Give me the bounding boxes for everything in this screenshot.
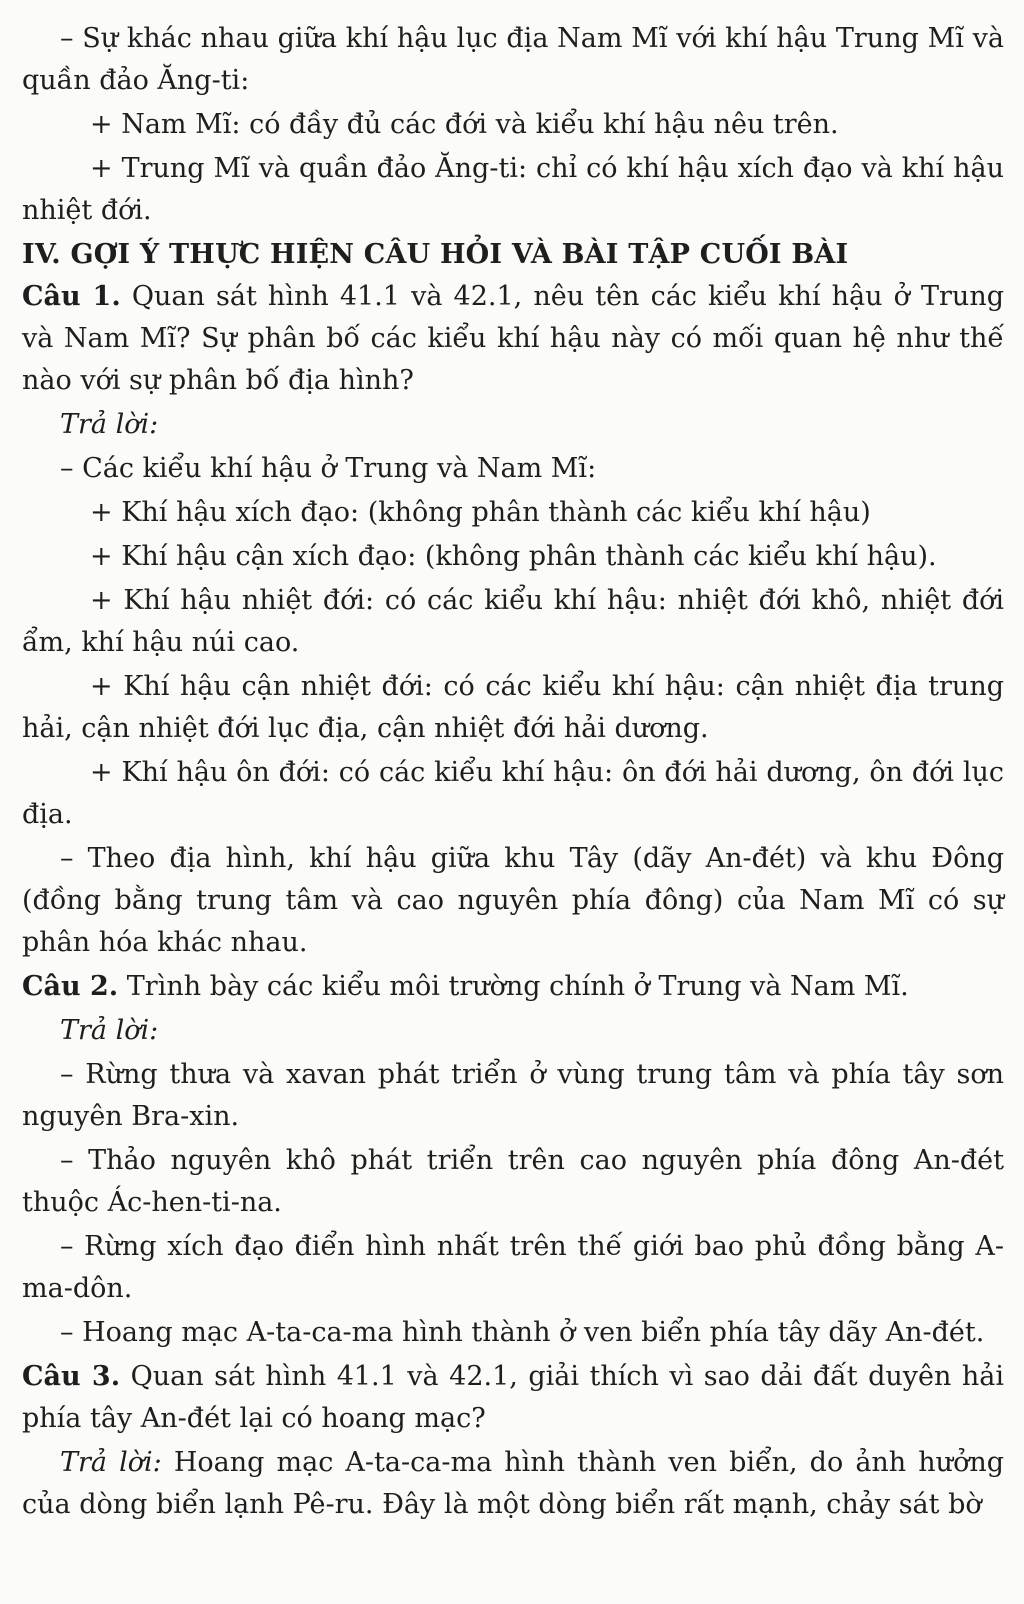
question-2-text: Trình bày các kiểu môi trường chính ở Trung và Nam Mĩ.: [126, 971, 909, 1002]
answer-1-item: + Khí hậu cận nhiệt đới: có các kiểu khí hậu: cận nhiệt địa trung hải, cận nhiệt đới lục địa, cận nhiệt đới hải dương.: [22, 671, 1004, 744]
paragraph-south-america: + Nam Mĩ: có đầy đủ các đới và kiểu khí hậu nêu trên.: [90, 109, 839, 140]
answer-1-item: + Khí hậu ôn đới: có các kiểu khí hậu: ôn đới hải dương, ôn đới lục địa.: [22, 757, 1004, 830]
question-3: [22, 1356, 1004, 1440]
answer-2-item: – Rừng thưa và xavan phát triển ở vùng trung tâm và phía tây sơn nguyên Bra-xin.: [22, 1059, 1004, 1132]
answer-1-item: + Khí hậu cận xích đạo: (không phân thành các kiểu khí hậu).: [90, 541, 937, 572]
question-3-label: Câu 3.: [22, 1361, 121, 1392]
answer-1-item: + Khí hậu xích đạo: (không phân thành các kiểu khí hậu): [90, 497, 871, 528]
answer-1-item: – Theo địa hình, khí hậu giữa khu Tây (dãy An-đét) và khu Đông (đồng bằng trung tâm và cao nguyên phía đông) của Nam Mĩ có sự phân hóa khác nhau.: [22, 843, 1004, 958]
answer-2-item: – Rừng xích đạo điển hình nhất trên thế giới bao phủ đồng bằng A-ma-dôn.: [22, 1231, 1004, 1304]
answer-2-item: – Hoang mạc A-ta-ca-ma hình thành ở ven biển phía tây dãy An-đét.: [60, 1317, 985, 1348]
answer-1-label: Trả lời:: [60, 409, 159, 440]
paragraph-climate-difference: – Sự khác nhau giữa khí hậu lục địa Nam Mĩ với khí hậu Trung Mĩ và quần đảo Ăng-ti:: [22, 23, 1004, 96]
question-1-label: Câu 1.: [22, 281, 121, 312]
answer-3: [22, 1442, 1004, 1526]
question-2: [22, 966, 1004, 1008]
answer-1-item: + Khí hậu nhiệt đới: có các kiểu khí hậu: nhiệt đới khô, nhiệt đới ẩm, khí hậu núi cao.: [22, 585, 1004, 658]
question-3-text: Quan sát hình 41.1 và 42.1, giải thích vì sao dải đất duyên hải phía tây An-đét lại có hoang mạc?: [22, 1361, 1004, 1434]
answer-1-item: – Các kiểu khí hậu ở Trung và Nam Mĩ:: [60, 453, 597, 484]
question-2-label: Câu 2.: [22, 971, 119, 1002]
paragraph-central-america: + Trung Mĩ và quần đảo Ăng-ti: chỉ có khí hậu xích đạo và khí hậu nhiệt đới.: [22, 153, 1004, 226]
question-1-text: Quan sát hình 41.1 và 42.1, nêu tên các kiểu khí hậu ở Trung và Nam Mĩ? Sự phân bố các kiểu khí hậu này có mối quan hệ như thế nào với sự phân bố địa hình?: [22, 281, 1004, 396]
question-1: [22, 276, 1004, 402]
answer-3-label: Trả lời:: [60, 1447, 162, 1478]
answer-2-item: – Thảo nguyên khô phát triển trên cao nguyên phía đông An-đét thuộc Ác-hen-ti-na.: [22, 1145, 1004, 1218]
answer-3-text: Hoang mạc A-ta-ca-ma hình thành ven biển, do ảnh hưởng của dòng biển lạnh Pê-ru. Đây là một dòng biển rất mạnh, chảy sát bờ: [22, 1447, 1005, 1520]
answer-2-label: Trả lời:: [60, 1015, 159, 1046]
section-heading: IV. GỢI Ý THỰC HIỆN CÂU HỎI VÀ BÀI TẬP CUỐI BÀI: [22, 239, 849, 270]
